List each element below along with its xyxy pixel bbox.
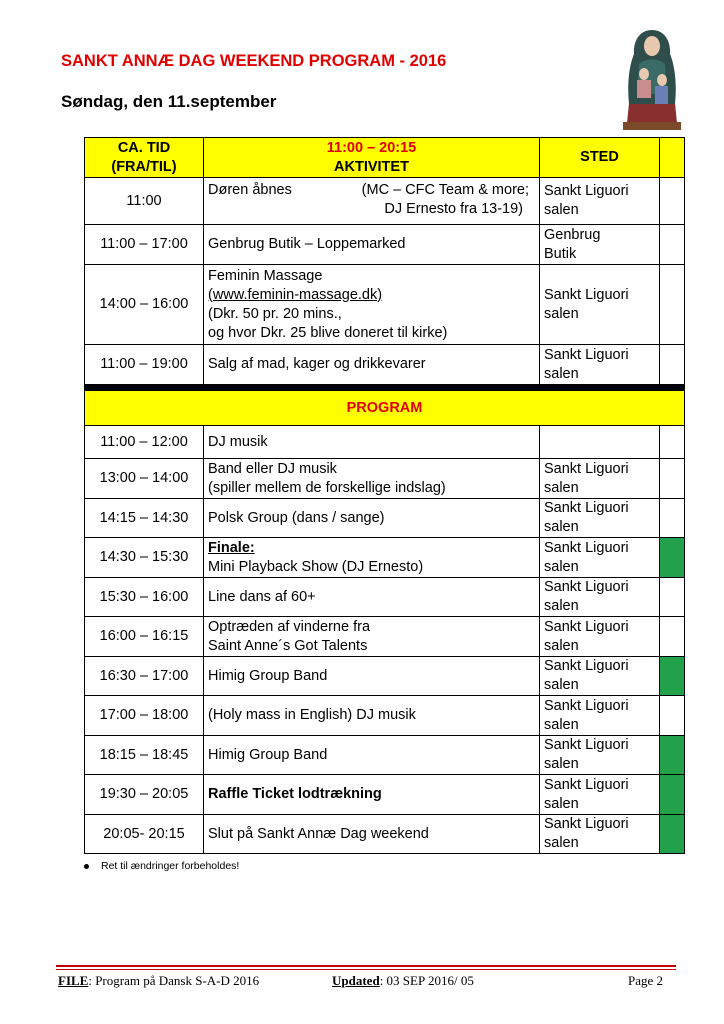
table-row: 11:00 Døren åbnes (MC – CFC Team & more; DJ Ernesto fra 13-19) Sankt Liguori salen xyxy=(85,178,685,225)
footer-updated: Updated: 03 SEP 2016/ 05 xyxy=(332,973,474,988)
place-cell: Genbrug Butik xyxy=(540,225,660,265)
place-cell: Sankt Liguori salen xyxy=(540,696,660,736)
place-cell: Sankt Liguori salen xyxy=(540,617,660,657)
place-cell: Sankt Liguori salen xyxy=(540,499,660,538)
footer-divider xyxy=(56,965,676,967)
status-marker xyxy=(660,538,685,578)
table-row: 17:00 – 18:00 (Holy mass in English) DJ musik Sankt Liguori salen xyxy=(85,696,685,736)
place-cell: Sankt Liguori salen xyxy=(540,459,660,499)
table-row: 18:15 – 18:45 Himig Group Band Sankt Liguori salen xyxy=(85,736,685,775)
header-time: CA. TID (FRA/TIL) xyxy=(85,138,204,178)
table-row: 16:00 – 16:15 Optræden af vinderne fra Saint Anne´s Got Talents Sankt Liguori salen xyxy=(85,617,685,657)
program-heading: PROGRAM xyxy=(85,391,685,426)
table-row: 16:30 – 17:00 Himig Group Band Sankt Liguori salen xyxy=(85,657,685,696)
place-cell: Sankt Liguori salen xyxy=(540,538,660,578)
table-row: 13:00 – 14:00 Band eller DJ musik (spiller mellem de forskellige indslag) Sankt Liguori salen xyxy=(85,459,685,499)
place-cell: Sankt Liguori salen xyxy=(540,815,660,854)
footer-page-number: Page 2 xyxy=(628,973,664,988)
program-table xyxy=(84,137,685,854)
table-row: 14:30 – 15:30 Finale: Mini Playback Show (DJ Ernesto) Sankt Liguori salen xyxy=(85,538,685,578)
place-cell: Sankt Liguori salen xyxy=(540,178,660,225)
disclaimer-note: Ret til ændringer forbeholdes! xyxy=(84,860,239,872)
status-marker xyxy=(660,657,685,696)
table-row: 14:00 – 16:00 Feminin Massage (www.feminin-massage.dk) (Dkr. 50 pr. 20 mins., og hvor Dkr. 25 blive doneret til kirke) Sankt Liguori salen xyxy=(85,265,685,345)
madonna-statue-image xyxy=(617,24,687,134)
page-subtitle: Søndag, den 11.september xyxy=(61,92,277,111)
place-cell: Sankt Liguori salen xyxy=(540,345,660,385)
status-marker xyxy=(660,815,685,854)
activity-cell: Feminin Massage (www.feminin-massage.dk) (Dkr. 50 pr. 20 mins., og hvor Dkr. 25 blive doneret til kirke) xyxy=(204,265,540,345)
header-status xyxy=(660,138,685,178)
table-row: 15:30 – 16:00 Line dans af 60+ Sankt Liguori salen xyxy=(85,578,685,617)
table-row: 20:05- 20:15 Slut på Sankt Annæ Dag weekend Sankt Liguori salen xyxy=(85,815,685,854)
bullet-icon xyxy=(84,864,89,869)
place-cell: Sankt Liguori salen xyxy=(540,736,660,775)
table-row: 11:00 – 19:00 Salg af mad, kager og drikkevarer Sankt Liguori salen xyxy=(85,345,685,385)
place-cell: Sankt Liguori salen xyxy=(540,265,660,345)
footer-divider-thin xyxy=(56,969,676,970)
place-cell: Sankt Liguori salen xyxy=(540,657,660,696)
page-title: SANKT ANNÆ DAG WEEKEND PROGRAM - 2016 xyxy=(61,52,447,70)
massage-link[interactable]: (www.feminin-massage.dk) xyxy=(208,286,383,303)
program-band xyxy=(85,391,685,426)
activity-cell: Døren åbnes (MC – CFC Team & more; DJ Ernesto fra 13-19) xyxy=(204,178,540,225)
header-place: STED xyxy=(540,138,660,178)
status-marker xyxy=(660,736,685,775)
header-activity: 11:00 – 20:15 AKTIVITET xyxy=(204,138,540,178)
table-row: 11:00 – 17:00 Genbrug Butik – Loppemarked Genbrug Butik xyxy=(85,225,685,265)
place-cell: Sankt Liguori salen xyxy=(540,578,660,617)
table-row: 14:15 – 14:30 Polsk Group (dans / sange) Sankt Liguori salen xyxy=(85,499,685,538)
table-row: 19:30 – 20:05 Raffle Ticket lodtrækning Sankt Liguori salen xyxy=(85,775,685,815)
table-header-row xyxy=(85,138,685,178)
place-cell: Sankt Liguori salen xyxy=(540,775,660,815)
status-marker xyxy=(660,775,685,815)
table-row: 11:00 – 12:00 DJ musik xyxy=(85,426,685,459)
footer-file: FILE: Program på Dansk S-A-D 2016 xyxy=(58,973,260,988)
